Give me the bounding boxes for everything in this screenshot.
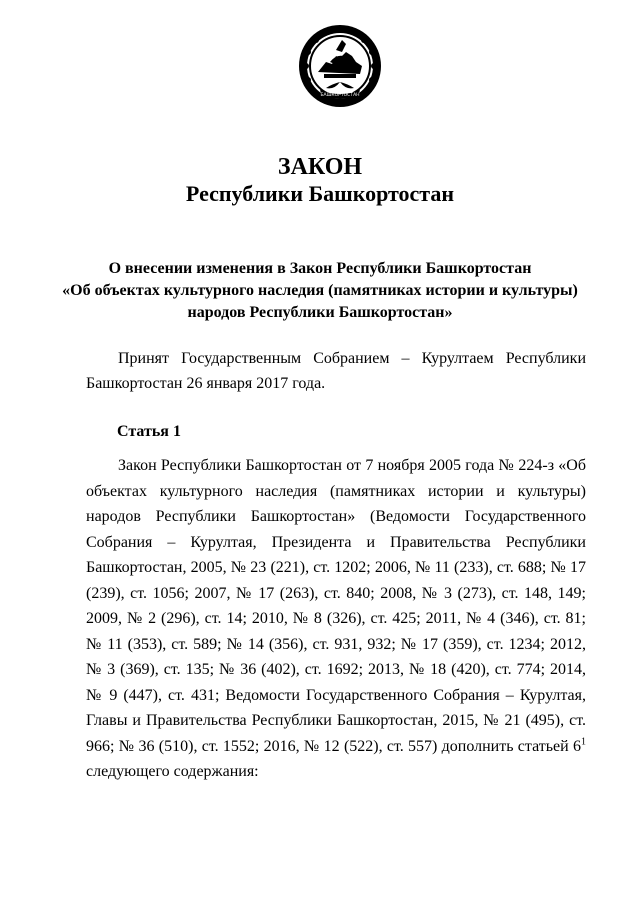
emblem-ribbon-text: БАШКОРТОСТАН xyxy=(320,93,360,98)
article-superscript: 1 xyxy=(581,736,586,748)
adoption-statement xyxy=(86,346,586,396)
article-heading: Статья 1 xyxy=(117,423,181,440)
coat-of-arms-icon xyxy=(296,22,384,110)
document-title: ЗАКОН xyxy=(277,154,363,180)
article-text-tail: следующего содержания: xyxy=(86,763,259,780)
law-title xyxy=(60,258,580,324)
law-title-line-1: О внесении изменения в Закон Республики Башкортостан xyxy=(108,260,532,277)
adoption-text: Принят Государственным Собранием – Курултаем Республики Башкортостан 26 января 2017 года. xyxy=(86,350,586,392)
document-subtitle: Республики Башкортостан xyxy=(185,181,455,206)
article-text: Закон Республики Башкортостан от 7 ноября 2005 года № 224-з «Об объектах культурного наследия (памятниках истории и культуры) народов Республики Башкортостан» (Ведомости Государственного Собрания – Курултая, Президента и Правительства Республики Башкортостан, 2005, № 23 (221), ст. 1202; 2006, № 11 (233), ст. 688; № 17 (239), ст. 1056; 2007, № 17 (263), ст. 840; 2008, № 3 (273), ст. 148, 149; 2009, № 2 (296), ст. 14; 2010, № 8 (326), ст. 425; 2011, № 4 (346), ст. 81; № 11 (353), ст. 589; № 14 (356), ст. 931, 932; № 17 (359), ст. 1234; 2012, № 3 (369), ст. 135; № 36 (402), ст. 1692; 2013, № 18 (420), ст. 774; 2014, № 9 (447), ст. 431; Ведомости Государственного Собрания – Курултая, Главы и Правительства Республики Башкортостан, 2015, № 21 (495), ст. 966; № 36 (510), ст. 1552; 2016, № 12 (522), ст. 557) дополнить статьей 6 xyxy=(86,457,586,755)
article-body xyxy=(86,453,586,785)
law-title-line-3: народов Республики Башкортостан» xyxy=(187,304,453,321)
law-title-line-2: «Об объектах культурного наследия (памятниках истории и культуры) xyxy=(62,282,578,299)
